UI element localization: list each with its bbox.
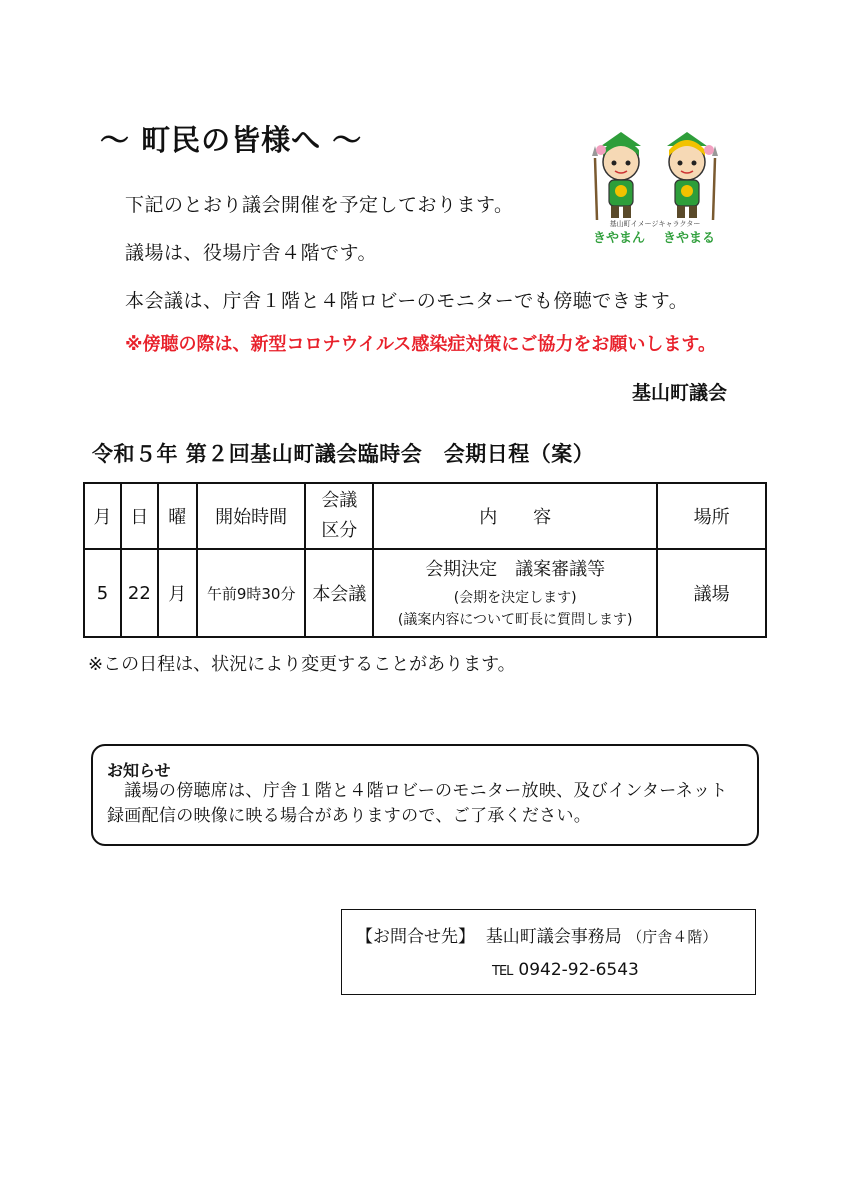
content-main: 会期決定 議案審議等: [425, 559, 606, 580]
header-day: 日: [121, 483, 158, 549]
notice-box: [91, 744, 759, 846]
header-weekday: 曜: [158, 483, 197, 549]
page-heading: ～ 町民の皆様へ ～: [100, 123, 363, 157]
schedule-header-row: [84, 483, 766, 549]
tel-number: 0942-92-6543: [518, 960, 639, 980]
tel-label: TEL: [492, 964, 513, 979]
mascot-characters-image: [583, 128, 728, 248]
contact-box: [341, 909, 756, 995]
contact-line-2: [492, 960, 639, 980]
header-meeting-type-line2: 区分: [321, 520, 358, 541]
cell-start-time: 午前9時30分: [197, 549, 306, 637]
cell-weekday: 月: [158, 549, 197, 637]
mascot-name-left: きやまん: [592, 231, 646, 246]
mascot-left-figure: [592, 132, 641, 220]
notice-body: [107, 779, 747, 829]
mascot-name-right: きやまる: [662, 231, 716, 246]
contact-label: 【お問合せ先】: [356, 927, 475, 947]
notice-body-line-1: 議場の傍聴席は、庁舎１階と４階ロビーのモニター放映、及びインターネット: [107, 781, 728, 801]
cell-day: 22: [121, 549, 158, 637]
contact-line-1: [356, 922, 717, 947]
header-meeting-type: [305, 483, 373, 549]
intro-line-2: 議場は、役場庁舎４階です。: [125, 242, 377, 264]
table-row: [84, 549, 766, 637]
header-month: 月: [84, 483, 121, 549]
schedule-table: [83, 482, 767, 638]
covid-warning: ※傍聴の際は、新型コロナウイルス感染症対策にご協力をお願いします。: [125, 334, 716, 355]
header-place: 場所: [657, 483, 766, 549]
header-meeting-type-line1: 会議: [321, 490, 358, 511]
header-content: 内 容: [373, 483, 657, 549]
header-start-time: 開始時間: [197, 483, 306, 549]
schedule-note: ※この日程は、状況により変更することがあります。: [88, 654, 516, 675]
schedule-title: 令和５年 第２回基山町議会臨時会 会期日程（案）: [92, 442, 595, 466]
cell-meeting-type: 本会議: [305, 549, 373, 637]
intro-line-1: 下記のとおり議会開催を予定しております。: [125, 194, 514, 216]
contact-office-note: （庁舎４階）: [627, 928, 718, 946]
organization-name: 基山町議会: [632, 382, 728, 404]
mascot-right-figure: [667, 132, 718, 220]
intro-line-3: 本会議は、庁舎１階と４階ロビーのモニターでも傍聴できます。: [125, 290, 689, 312]
content-sub-2: (議案内容について町長に質問します): [397, 612, 633, 628]
cell-month: 5: [84, 549, 121, 637]
content-sub-1: (会期を決定します): [453, 590, 577, 606]
cell-content: [373, 549, 657, 637]
notice-body-line-2: 録画配信の映像に映る場合がありますので、ご了承ください。: [107, 806, 592, 826]
contact-office: 基山町議会事務局: [485, 927, 622, 947]
mascot-illustration: [583, 128, 728, 248]
cell-place: 議場: [657, 549, 766, 637]
notice-title: お知らせ: [107, 761, 171, 780]
mascot-caption: 基山町イメージキャラクター: [609, 220, 701, 228]
